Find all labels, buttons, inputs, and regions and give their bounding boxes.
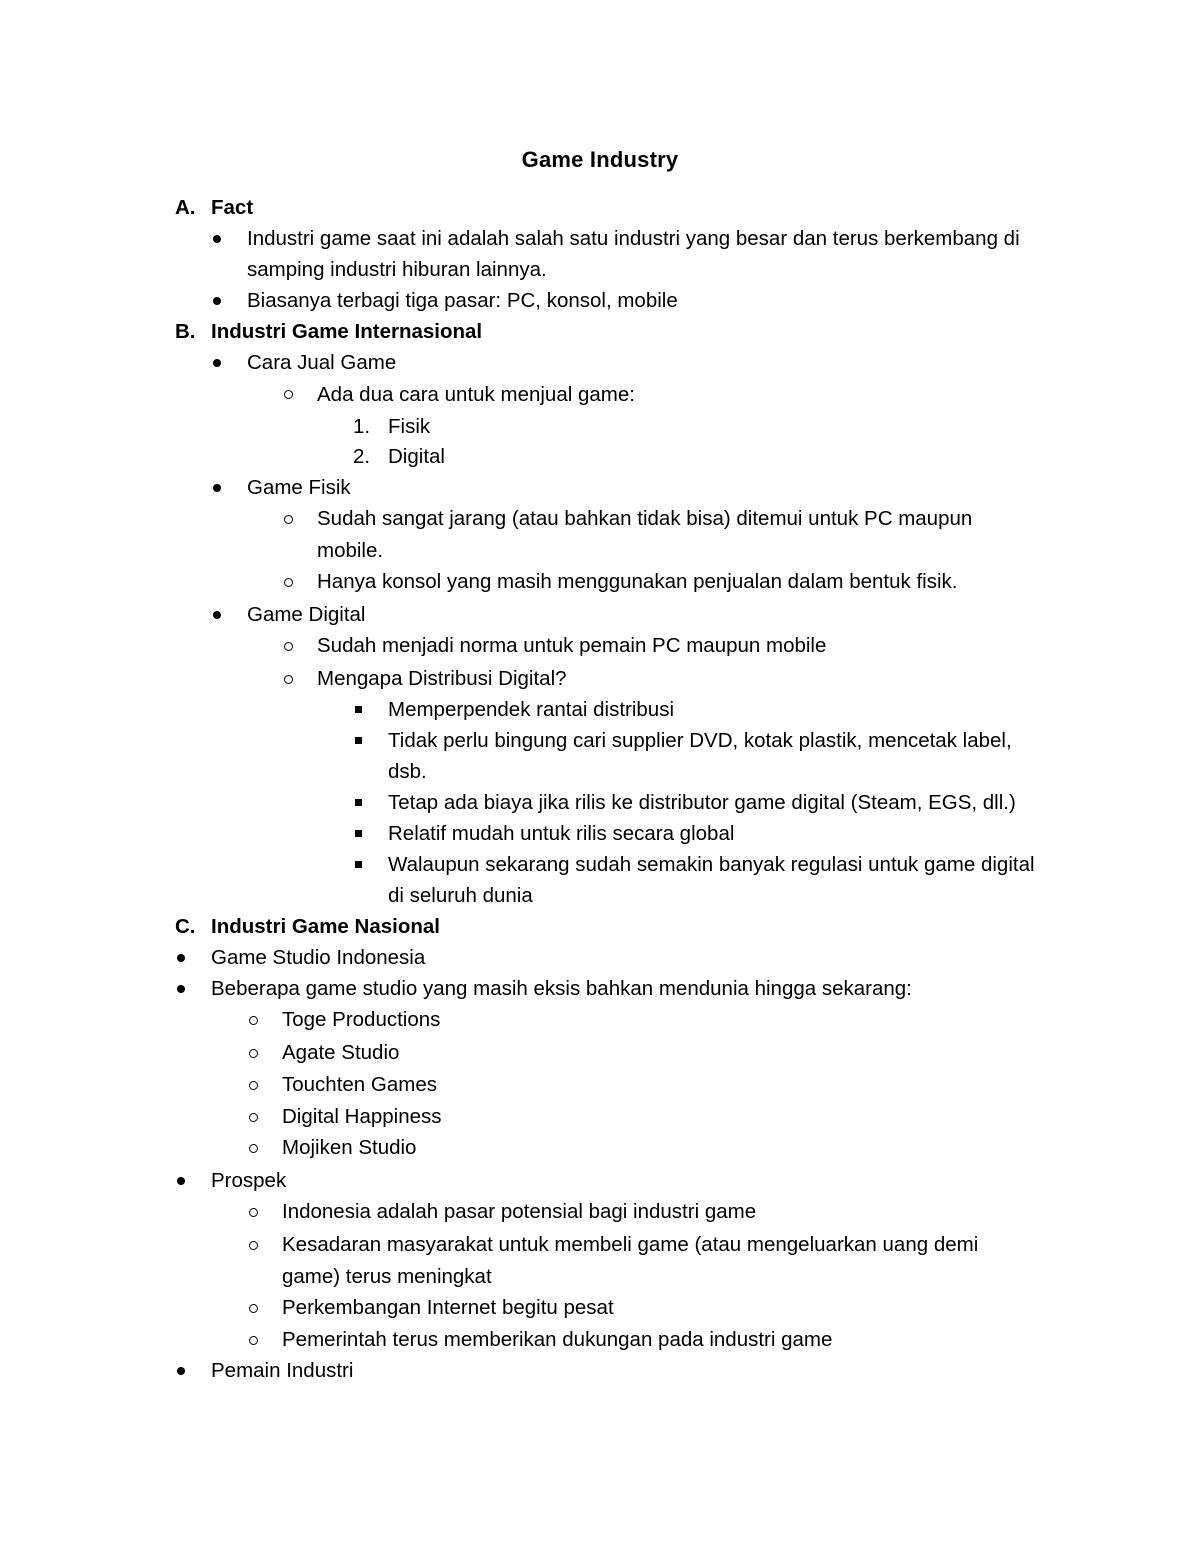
bullet-circle-icon <box>249 1208 258 1217</box>
bullet-dot-icon <box>213 359 221 367</box>
bullet-square-icon <box>355 737 362 744</box>
bullet-dot-icon <box>213 297 221 305</box>
bullet-circle-icon <box>249 1304 258 1313</box>
sub-bullet-text: Mojiken Studio <box>282 1136 417 1159</box>
bullet-text: Beberapa game studio yang masih eksis bahkan mendunia hingga sekarang: <box>211 977 912 1000</box>
bullet-circle-icon <box>284 642 293 651</box>
sub-bullet-text: Hanya konsol yang masih menggunakan penjualan dalam bentuk fisik. <box>317 570 958 593</box>
bullet-text: Prospek <box>211 1169 287 1192</box>
bullet-circle-icon <box>249 1049 258 1058</box>
bullet-circle-icon <box>284 675 293 684</box>
sub-bullet-text: mobile. <box>317 539 384 562</box>
sub-sub-bullet-text: Walaupun sekarang sudah semakin banyak regulasi untuk game digital <box>388 853 1035 876</box>
bullet-dot-icon <box>213 611 221 619</box>
bullet-dot-icon <box>177 985 185 993</box>
section-heading: Fact <box>211 196 254 219</box>
bullet-circle-icon <box>249 1016 258 1025</box>
bullet-text: Game Digital <box>247 603 366 626</box>
bullet-dot-icon <box>177 1367 185 1375</box>
section-marker: A. <box>175 196 196 219</box>
section-heading: Industri Game Nasional <box>211 915 440 938</box>
bullet-text: samping industri hiburan lainnya. <box>247 258 547 281</box>
bullet-circle-icon <box>284 515 293 524</box>
bullet-circle-icon <box>249 1113 258 1122</box>
sub-bullet-text: game) terus meningkat <box>282 1265 492 1288</box>
sub-sub-bullet-text: Memperpendek rantai distribusi <box>388 698 674 721</box>
sub-bullet-text: Indonesia adalah pasar potensial bagi industri game <box>282 1200 757 1223</box>
section-marker: B. <box>175 320 196 343</box>
section-marker: C. <box>175 915 196 938</box>
bullet-circle-icon <box>249 1144 258 1153</box>
bullet-circle-icon <box>249 1336 258 1345</box>
numbered-item-text: Digital <box>388 445 445 468</box>
bullet-text: Pemain Industri <box>211 1359 354 1382</box>
section-heading: Industri Game Internasional <box>211 320 483 343</box>
bullet-text: Game Fisik <box>247 476 351 499</box>
page-title: Game Industry <box>521 147 679 172</box>
sub-sub-bullet-text: Relatif mudah untuk rilis secara global <box>388 822 735 845</box>
sub-bullet-text: Sudah menjadi norma untuk pemain PC maupun mobile <box>317 634 827 657</box>
list-number: 2. <box>353 445 371 468</box>
bullet-text: Biasanya terbagi tiga pasar: PC, konsol, mobile <box>247 289 678 312</box>
bullet-circle-icon <box>249 1241 258 1250</box>
bullet-circle-icon <box>284 578 293 587</box>
sub-bullet-text: Touchten Games <box>282 1073 437 1096</box>
bullet-dot-icon <box>177 1177 185 1185</box>
bullet-text: Cara Jual Game <box>247 351 397 374</box>
sub-bullet-text: Kesadaran masyarakat untuk membeli game (atau mengeluarkan uang demi <box>282 1233 979 1256</box>
bullet-circle-icon <box>284 390 293 399</box>
sub-bullet-text: Toge Productions <box>282 1008 441 1031</box>
numbered-item-text: Fisik <box>388 415 431 438</box>
sub-bullet-text: Agate Studio <box>282 1041 400 1064</box>
bullet-square-icon <box>355 861 362 868</box>
bullet-square-icon <box>355 830 362 837</box>
sub-bullet-text: Pemerintah terus memberikan dukungan pada industri game <box>282 1328 833 1351</box>
bullet-dot-icon <box>213 235 221 243</box>
sub-sub-bullet-text: dsb. <box>388 760 427 783</box>
sub-bullet-text: Perkembangan Internet begitu pesat <box>282 1296 614 1319</box>
list-number: 1. <box>353 415 371 438</box>
sub-bullet-text: Ada dua cara untuk menjual game: <box>317 383 635 406</box>
sub-bullet-text: Sudah sangat jarang (atau bahkan tidak bisa) ditemui untuk PC maupun <box>317 507 973 530</box>
bullet-circle-icon <box>249 1081 258 1090</box>
sub-sub-bullet-text: Tetap ada biaya jika rilis ke distributor game digital (Steam, EGS, dll.) <box>388 791 1016 814</box>
bullet-dot-icon <box>177 954 185 962</box>
bullet-square-icon <box>355 799 362 806</box>
sub-bullet-text: Mengapa Distribusi Digital? <box>317 667 567 690</box>
sub-bullet-text: Digital Happiness <box>282 1105 442 1128</box>
bullet-text: Game Studio Indonesia <box>211 946 426 969</box>
sub-sub-bullet-text: di seluruh dunia <box>388 884 533 907</box>
bullet-dot-icon <box>213 484 221 492</box>
sub-sub-bullet-text: Tidak perlu bingung cari supplier DVD, kotak plastik, mencetak label, <box>388 729 1012 752</box>
bullet-square-icon <box>355 706 362 713</box>
bullet-text: Industri game saat ini adalah salah satu industri yang besar dan terus berkembang di <box>247 227 1020 250</box>
